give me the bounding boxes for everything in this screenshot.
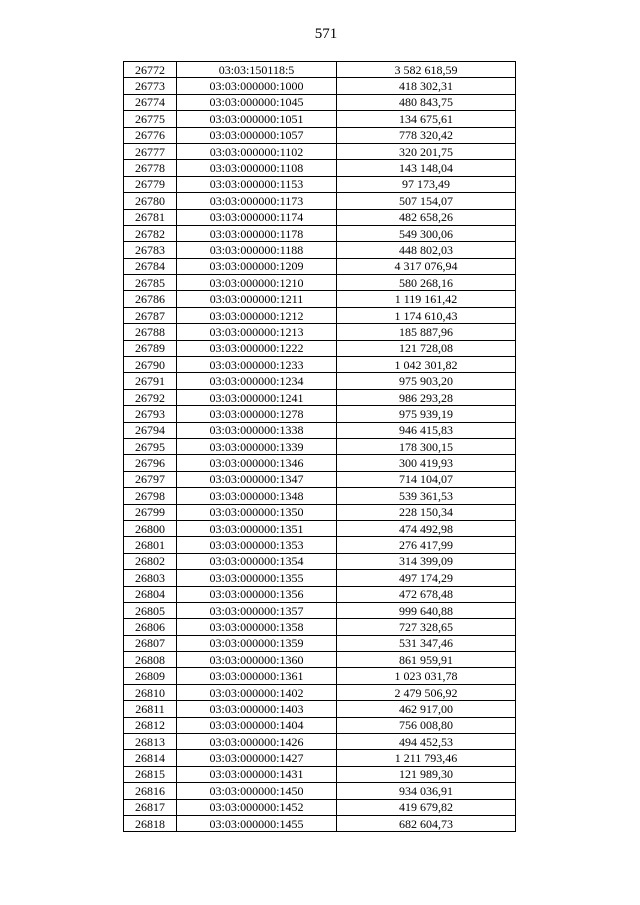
- value-cell: 228 150,34: [337, 504, 516, 520]
- table-row: [124, 537, 516, 553]
- cadastral-number-cell: 03:03:000000:1222: [177, 340, 337, 356]
- cadastral-number-cell: 03:03:000000:1153: [177, 176, 337, 192]
- value-cell: 134 675,61: [337, 111, 516, 127]
- cadastral-number-cell: 03:03:000000:1057: [177, 127, 337, 143]
- value-cell: 121 989,30: [337, 766, 516, 782]
- value-cell: 778 320,42: [337, 127, 516, 143]
- cadastral-number-cell: 03:03:150118:5: [177, 62, 337, 78]
- value-cell: 480 843,75: [337, 94, 516, 110]
- table-row: [124, 160, 516, 176]
- table-row: [124, 471, 516, 487]
- row-number-cell: 26799: [124, 504, 177, 520]
- value-cell: 143 148,04: [337, 160, 516, 176]
- row-number-cell: 26793: [124, 406, 177, 422]
- value-cell: 934 036,91: [337, 783, 516, 799]
- value-cell: 975 903,20: [337, 373, 516, 389]
- value-cell: 276 417,99: [337, 537, 516, 553]
- cadastral-number-cell: 03:03:000000:1178: [177, 225, 337, 241]
- cadastral-number-cell: 03:03:000000:1108: [177, 160, 337, 176]
- row-number-cell: 26811: [124, 701, 177, 717]
- value-cell: 1 119 161,42: [337, 291, 516, 307]
- cadastral-number-cell: 03:03:000000:1348: [177, 488, 337, 504]
- value-cell: 507 154,07: [337, 193, 516, 209]
- value-cell: 474 492,98: [337, 520, 516, 536]
- row-number-cell: 26785: [124, 275, 177, 291]
- row-number-cell: 26818: [124, 815, 177, 831]
- value-cell: 861 959,91: [337, 652, 516, 668]
- table-row: [124, 324, 516, 340]
- row-number-cell: 26776: [124, 127, 177, 143]
- cadastral-number-cell: 03:03:000000:1234: [177, 373, 337, 389]
- table-row: [124, 783, 516, 799]
- cadastral-number-cell: 03:03:000000:1450: [177, 783, 337, 799]
- table-row: [124, 635, 516, 651]
- table-row: [124, 291, 516, 307]
- cadastral-number-cell: 03:03:000000:1427: [177, 750, 337, 766]
- cadastral-number-cell: 03:03:000000:1353: [177, 537, 337, 553]
- value-cell: 531 347,46: [337, 635, 516, 651]
- row-number-cell: 26800: [124, 520, 177, 536]
- row-number-cell: 26805: [124, 602, 177, 618]
- table-row: [124, 553, 516, 569]
- row-number-cell: 26797: [124, 471, 177, 487]
- table-row: [124, 520, 516, 536]
- value-cell: 756 008,80: [337, 717, 516, 733]
- row-number-cell: 26795: [124, 438, 177, 454]
- cadastral-number-cell: 03:03:000000:1210: [177, 275, 337, 291]
- cadastral-number-cell: 03:03:000000:1212: [177, 307, 337, 323]
- row-number-cell: 26801: [124, 537, 177, 553]
- row-number-cell: 26781: [124, 209, 177, 225]
- row-number-cell: 26778: [124, 160, 177, 176]
- row-number-cell: 26783: [124, 242, 177, 258]
- table-row: [124, 389, 516, 405]
- table-row: [124, 193, 516, 209]
- row-number-cell: 26817: [124, 799, 177, 815]
- value-cell: 494 452,53: [337, 734, 516, 750]
- cadastral-number-cell: 03:03:000000:1361: [177, 668, 337, 684]
- value-cell: 482 658,26: [337, 209, 516, 225]
- value-cell: 580 268,16: [337, 275, 516, 291]
- value-cell: 549 300,06: [337, 225, 516, 241]
- row-number-cell: 26790: [124, 357, 177, 373]
- row-number-cell: 26813: [124, 734, 177, 750]
- value-cell: 448 802,03: [337, 242, 516, 258]
- cadastral-number-cell: 03:03:000000:1278: [177, 406, 337, 422]
- table-row: [124, 750, 516, 766]
- cadastral-number-cell: 03:03:000000:1233: [177, 357, 337, 373]
- table-row: [124, 668, 516, 684]
- value-cell: 4 317 076,94: [337, 258, 516, 274]
- row-number-cell: 26789: [124, 340, 177, 356]
- table-row: [124, 815, 516, 831]
- value-cell: 314 399,09: [337, 553, 516, 569]
- cadastral-number-cell: 03:03:000000:1339: [177, 438, 337, 454]
- row-number-cell: 26812: [124, 717, 177, 733]
- table-row: [124, 176, 516, 192]
- table-row: [124, 799, 516, 815]
- row-number-cell: 26782: [124, 225, 177, 241]
- value-cell: 999 640,88: [337, 602, 516, 618]
- table-row: [124, 701, 516, 717]
- value-cell: 946 415,83: [337, 422, 516, 438]
- cadastral-number-cell: 03:03:000000:1357: [177, 602, 337, 618]
- value-cell: 2 479 506,92: [337, 684, 516, 700]
- cadastral-value-table: [123, 61, 516, 832]
- table-row: [124, 242, 516, 258]
- table-row: [124, 406, 516, 422]
- table-row: [124, 602, 516, 618]
- cadastral-number-cell: 03:03:000000:1209: [177, 258, 337, 274]
- value-cell: 497 174,29: [337, 570, 516, 586]
- cadastral-number-cell: 03:03:000000:1000: [177, 78, 337, 94]
- table-row: [124, 373, 516, 389]
- table-row: [124, 570, 516, 586]
- value-cell: 1 211 793,46: [337, 750, 516, 766]
- row-number-cell: 26791: [124, 373, 177, 389]
- table-row: [124, 78, 516, 94]
- row-number-cell: 26775: [124, 111, 177, 127]
- table-row: [124, 488, 516, 504]
- table-row: [124, 717, 516, 733]
- value-cell: 714 104,07: [337, 471, 516, 487]
- value-cell: 975 939,19: [337, 406, 516, 422]
- cadastral-number-cell: 03:03:000000:1358: [177, 619, 337, 635]
- row-number-cell: 26816: [124, 783, 177, 799]
- cadastral-number-cell: 03:03:000000:1174: [177, 209, 337, 225]
- table-row: [124, 504, 516, 520]
- value-cell: 418 302,31: [337, 78, 516, 94]
- cadastral-number-cell: 03:03:000000:1338: [177, 422, 337, 438]
- table-row: [124, 143, 516, 159]
- cadastral-number-cell: 03:03:000000:1402: [177, 684, 337, 700]
- cadastral-number-cell: 03:03:000000:1359: [177, 635, 337, 651]
- cadastral-number-cell: 03:03:000000:1452: [177, 799, 337, 815]
- table-body: [124, 62, 516, 832]
- table-row: [124, 258, 516, 274]
- cadastral-number-cell: 03:03:000000:1355: [177, 570, 337, 586]
- table-row: [124, 734, 516, 750]
- row-number-cell: 26807: [124, 635, 177, 651]
- value-cell: 121 728,08: [337, 340, 516, 356]
- row-number-cell: 26814: [124, 750, 177, 766]
- cadastral-number-cell: 03:03:000000:1188: [177, 242, 337, 258]
- row-number-cell: 26773: [124, 78, 177, 94]
- row-number-cell: 26803: [124, 570, 177, 586]
- cadastral-number-cell: 03:03:000000:1211: [177, 291, 337, 307]
- table-row: [124, 307, 516, 323]
- table-row: [124, 209, 516, 225]
- value-cell: 986 293,28: [337, 389, 516, 405]
- value-cell: 320 201,75: [337, 143, 516, 159]
- row-number-cell: 26779: [124, 176, 177, 192]
- value-cell: 300 419,93: [337, 455, 516, 471]
- cadastral-number-cell: 03:03:000000:1455: [177, 815, 337, 831]
- value-cell: 1 042 301,82: [337, 357, 516, 373]
- cadastral-number-cell: 03:03:000000:1051: [177, 111, 337, 127]
- table-row: [124, 111, 516, 127]
- page-number: 571: [314, 26, 338, 42]
- cadastral-number-cell: 03:03:000000:1102: [177, 143, 337, 159]
- table-row: [124, 94, 516, 110]
- row-number-cell: 26787: [124, 307, 177, 323]
- row-number-cell: 26786: [124, 291, 177, 307]
- row-number-cell: 26798: [124, 488, 177, 504]
- value-cell: 462 917,00: [337, 701, 516, 717]
- cadastral-number-cell: 03:03:000000:1360: [177, 652, 337, 668]
- table-row: [124, 652, 516, 668]
- row-number-cell: 26780: [124, 193, 177, 209]
- table-row: [124, 340, 516, 356]
- row-number-cell: 26808: [124, 652, 177, 668]
- row-number-cell: 26809: [124, 668, 177, 684]
- value-cell: 97 173,49: [337, 176, 516, 192]
- row-number-cell: 26792: [124, 389, 177, 405]
- cadastral-number-cell: 03:03:000000:1241: [177, 389, 337, 405]
- cadastral-number-cell: 03:03:000000:1045: [177, 94, 337, 110]
- value-cell: 472 678,48: [337, 586, 516, 602]
- cadastral-number-cell: 03:03:000000:1431: [177, 766, 337, 782]
- cadastral-number-cell: 03:03:000000:1346: [177, 455, 337, 471]
- cadastral-number-cell: 03:03:000000:1173: [177, 193, 337, 209]
- row-number-cell: 26788: [124, 324, 177, 340]
- table-row: [124, 127, 516, 143]
- row-number-cell: 26774: [124, 94, 177, 110]
- row-number-cell: 26802: [124, 553, 177, 569]
- table-row: [124, 684, 516, 700]
- table-row: [124, 619, 516, 635]
- table-row: [124, 766, 516, 782]
- table-row: [124, 275, 516, 291]
- cadastral-number-cell: 03:03:000000:1404: [177, 717, 337, 733]
- value-cell: 1 174 610,43: [337, 307, 516, 323]
- value-cell: 1 023 031,78: [337, 668, 516, 684]
- cadastral-number-cell: 03:03:000000:1354: [177, 553, 337, 569]
- cadastral-number-cell: 03:03:000000:1213: [177, 324, 337, 340]
- table-row: [124, 62, 516, 78]
- table-row: [124, 455, 516, 471]
- table-row: [124, 438, 516, 454]
- cadastral-number-cell: 03:03:000000:1350: [177, 504, 337, 520]
- cadastral-number-cell: 03:03:000000:1351: [177, 520, 337, 536]
- row-number-cell: 26810: [124, 684, 177, 700]
- table-row: [124, 422, 516, 438]
- table-row: [124, 225, 516, 241]
- row-number-cell: 26772: [124, 62, 177, 78]
- value-cell: 682 604,73: [337, 815, 516, 831]
- row-number-cell: 26806: [124, 619, 177, 635]
- cadastral-number-cell: 03:03:000000:1426: [177, 734, 337, 750]
- cadastral-number-cell: 03:03:000000:1347: [177, 471, 337, 487]
- value-cell: 185 887,96: [337, 324, 516, 340]
- row-number-cell: 26784: [124, 258, 177, 274]
- row-number-cell: 26796: [124, 455, 177, 471]
- value-cell: 539 361,53: [337, 488, 516, 504]
- row-number-cell: 26777: [124, 143, 177, 159]
- cadastral-number-cell: 03:03:000000:1356: [177, 586, 337, 602]
- row-number-cell: 26804: [124, 586, 177, 602]
- value-cell: 727 328,65: [337, 619, 516, 635]
- value-cell: 419 679,82: [337, 799, 516, 815]
- row-number-cell: 26815: [124, 766, 177, 782]
- value-cell: 178 300,15: [337, 438, 516, 454]
- table-row: [124, 357, 516, 373]
- table-row: [124, 586, 516, 602]
- row-number-cell: 26794: [124, 422, 177, 438]
- value-cell: 3 582 618,59: [337, 62, 516, 78]
- cadastral-number-cell: 03:03:000000:1403: [177, 701, 337, 717]
